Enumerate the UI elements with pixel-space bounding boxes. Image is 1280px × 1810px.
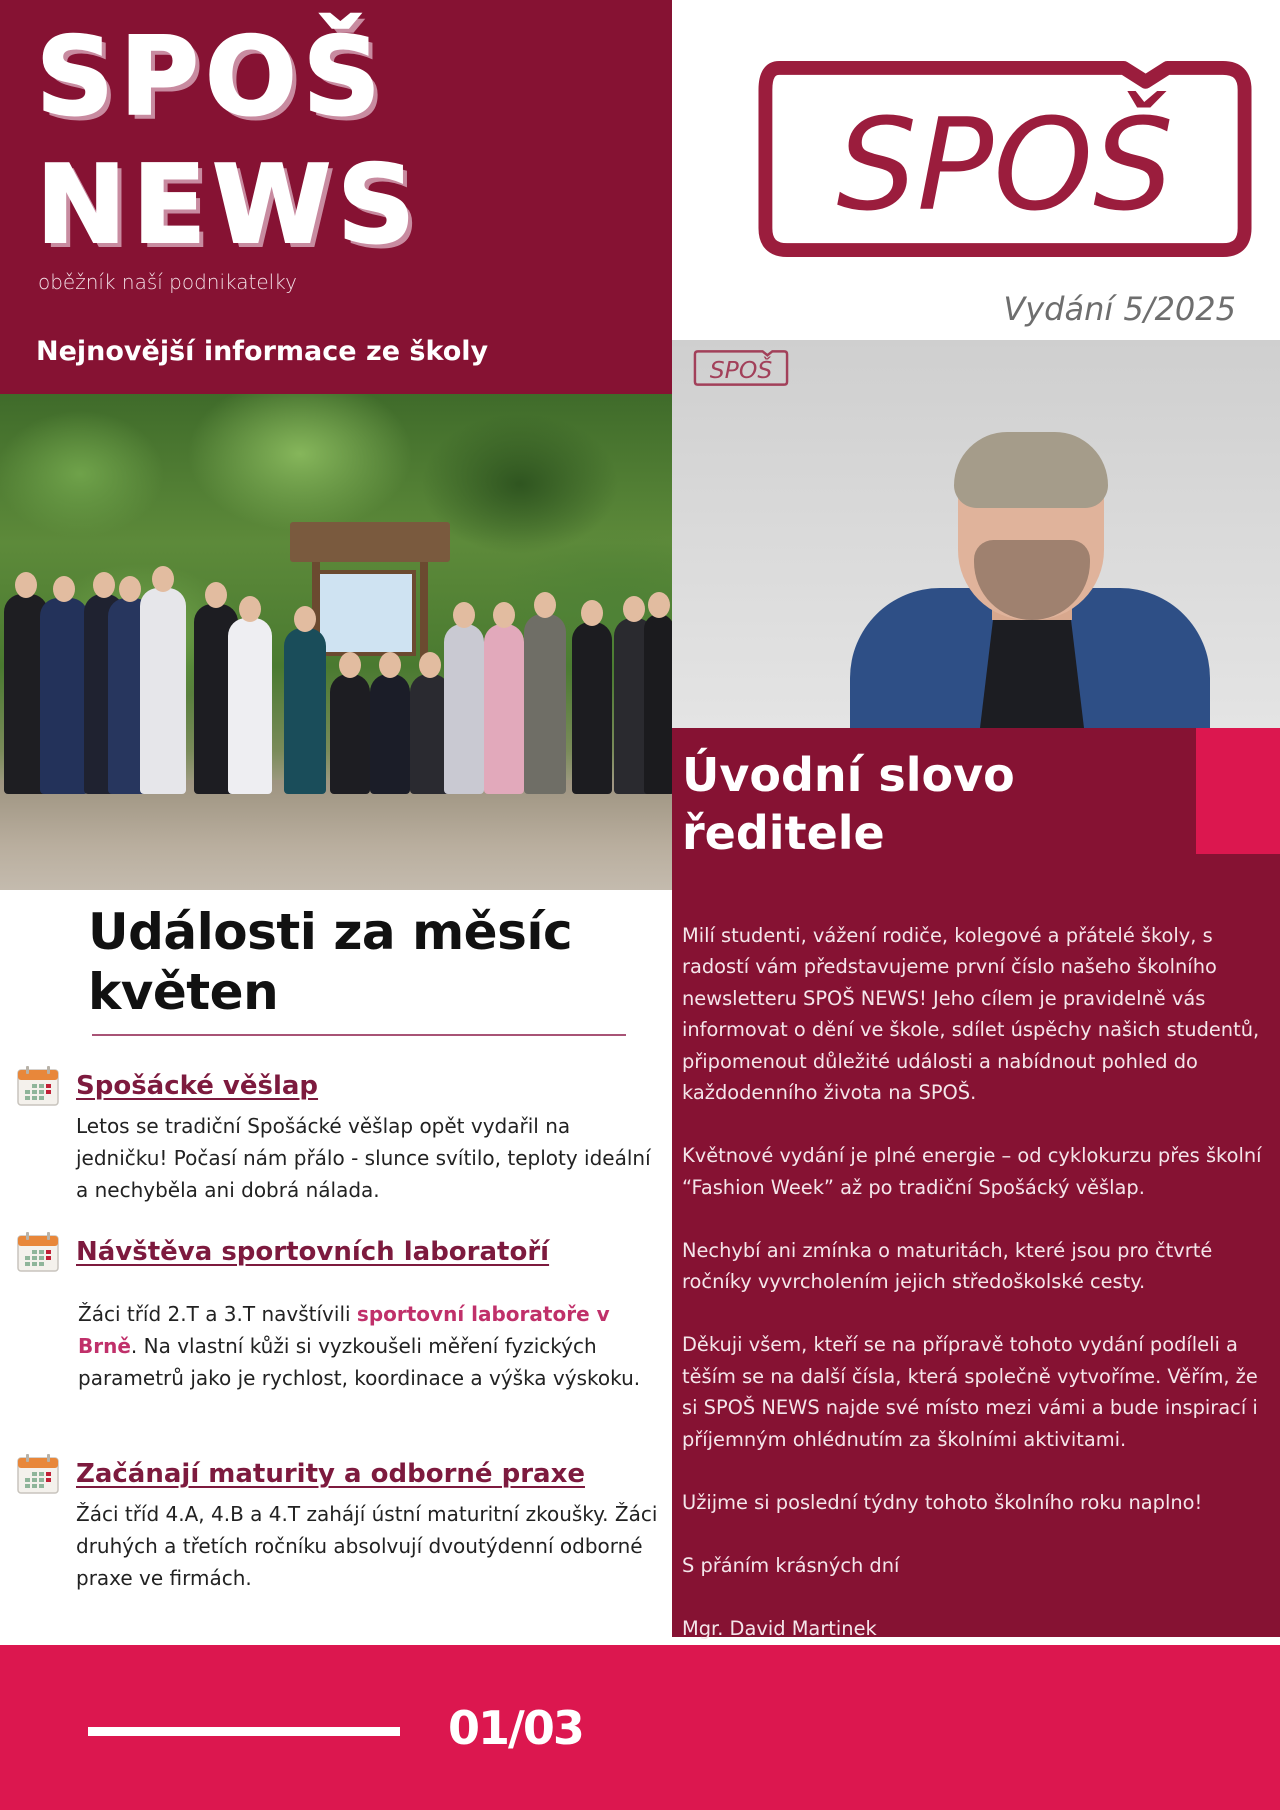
footer (0, 1645, 1280, 1810)
logo-area (672, 0, 1280, 340)
spos-logo-small (692, 348, 790, 388)
event-title-link[interactable]: Začánají maturity a odborné praxe (76, 1459, 585, 1489)
events-divider (92, 1034, 626, 1036)
masthead (0, 0, 672, 394)
letter-paragraph: Květnové vydání je plné energie – od cyklokurzu přes školní “Fashion Week” až po tradiční Spošácký věšlap. (682, 1144, 1262, 1199)
director-figure (840, 420, 1220, 728)
events-heading: Události za měsíc květen (88, 903, 573, 1021)
event-body: Letos se tradiční Spošácké věšlap opět vydařil na jedničku! Počasí nám přálo - slunce svítilo, teploty ideální a nechyběla ani dobrá nálada. (76, 1114, 651, 1202)
issue-label: Vydání 5/2025 (1003, 290, 1236, 328)
accent-block (1196, 728, 1280, 854)
spos-logo-text: SPOŠ (836, 90, 1174, 239)
students-group (0, 554, 672, 794)
footer-decor-line (88, 1727, 400, 1736)
event-body: Žáci tříd 2.T a 3.T navštívili sportovní laboratoře v Brně. Na vlastní kůži si vyzkoušeli měření fyzických parametrů jako je rychlost, koordinace a výška výskoku. (78, 1302, 641, 1390)
event-body: Žáci tříd 4.A, 4.B a 4.T zahájí ústní maturitní zkoušky. Žáci druhých a třetích ročníku absolvují dvoutýdenní odborné praxe ve firmách. (76, 1502, 658, 1590)
masthead-subtitle: oběžník naší podnikatelky (38, 270, 297, 294)
director-letter (682, 888, 1272, 1739)
letter-signoff: S přáním krásných dní (682, 1553, 900, 1577)
director-portrait (672, 340, 1280, 728)
letter-paragraph: Nechybí ani zmínka o maturitách, které jsou pro čtvrté ročníky vyvrcholením jejich středoškolské cesty. (682, 1238, 1213, 1293)
svg-text:SPOŠ: SPOŠ (709, 355, 773, 384)
calendar-icon (16, 1453, 60, 1495)
event-title-link[interactable]: Návštěva sportovních laboratoří (76, 1237, 550, 1267)
director-word-section (672, 728, 1280, 1640)
masthead-title-news: NEWS (36, 143, 422, 268)
group-photo (0, 394, 672, 890)
letter-paragraph: Užijme si poslední týdny tohoto školního roku naplno! (682, 1490, 1203, 1514)
event-title-link[interactable]: Spošácké věšlap (76, 1071, 319, 1101)
highlighted-text: sportovní laboratoře v Brně (78, 1302, 610, 1358)
event-item (16, 1454, 662, 1594)
masthead-tagline: Nejnovější informace ze školy (36, 336, 489, 367)
letter-paragraph: Děkuji všem, kteří se na přípravě tohoto vydání podíleli a těším se na další čísla, která společně vytvoříme. Věřím, že si SPOŠ NEWS najde své místo mezi vámi a bude inspirací i příjemným ohlédnutím za školními aktivitami. (682, 1333, 1258, 1451)
event-item (16, 1232, 662, 1394)
letter-paragraph: Milí studenti, vážení rodiče, kolegové a přátelé školy, s radostí vám představujeme první číslo našeho školního newsletteru SPOŠ NEWS! Jeho cílem je pravidelně vás informovat o dění ve škole, sdílet úspěchy našich studentů, připomenout důležité události a nabídnout pohled do každodenního života na SPOŠ. (682, 923, 1260, 1104)
masthead-title-spos: SPOŠ (36, 15, 387, 140)
calendar-icon (16, 1231, 60, 1273)
spos-logo (756, 60, 1254, 258)
event-item (16, 1066, 662, 1206)
photo-ground (0, 780, 672, 890)
calendar-icon (16, 1065, 60, 1107)
page-counter: 01/03 (448, 1701, 583, 1755)
director-name: Mgr. David Martinek (682, 1616, 877, 1640)
director-heading: Úvodní slovo ředitele (682, 748, 1015, 860)
